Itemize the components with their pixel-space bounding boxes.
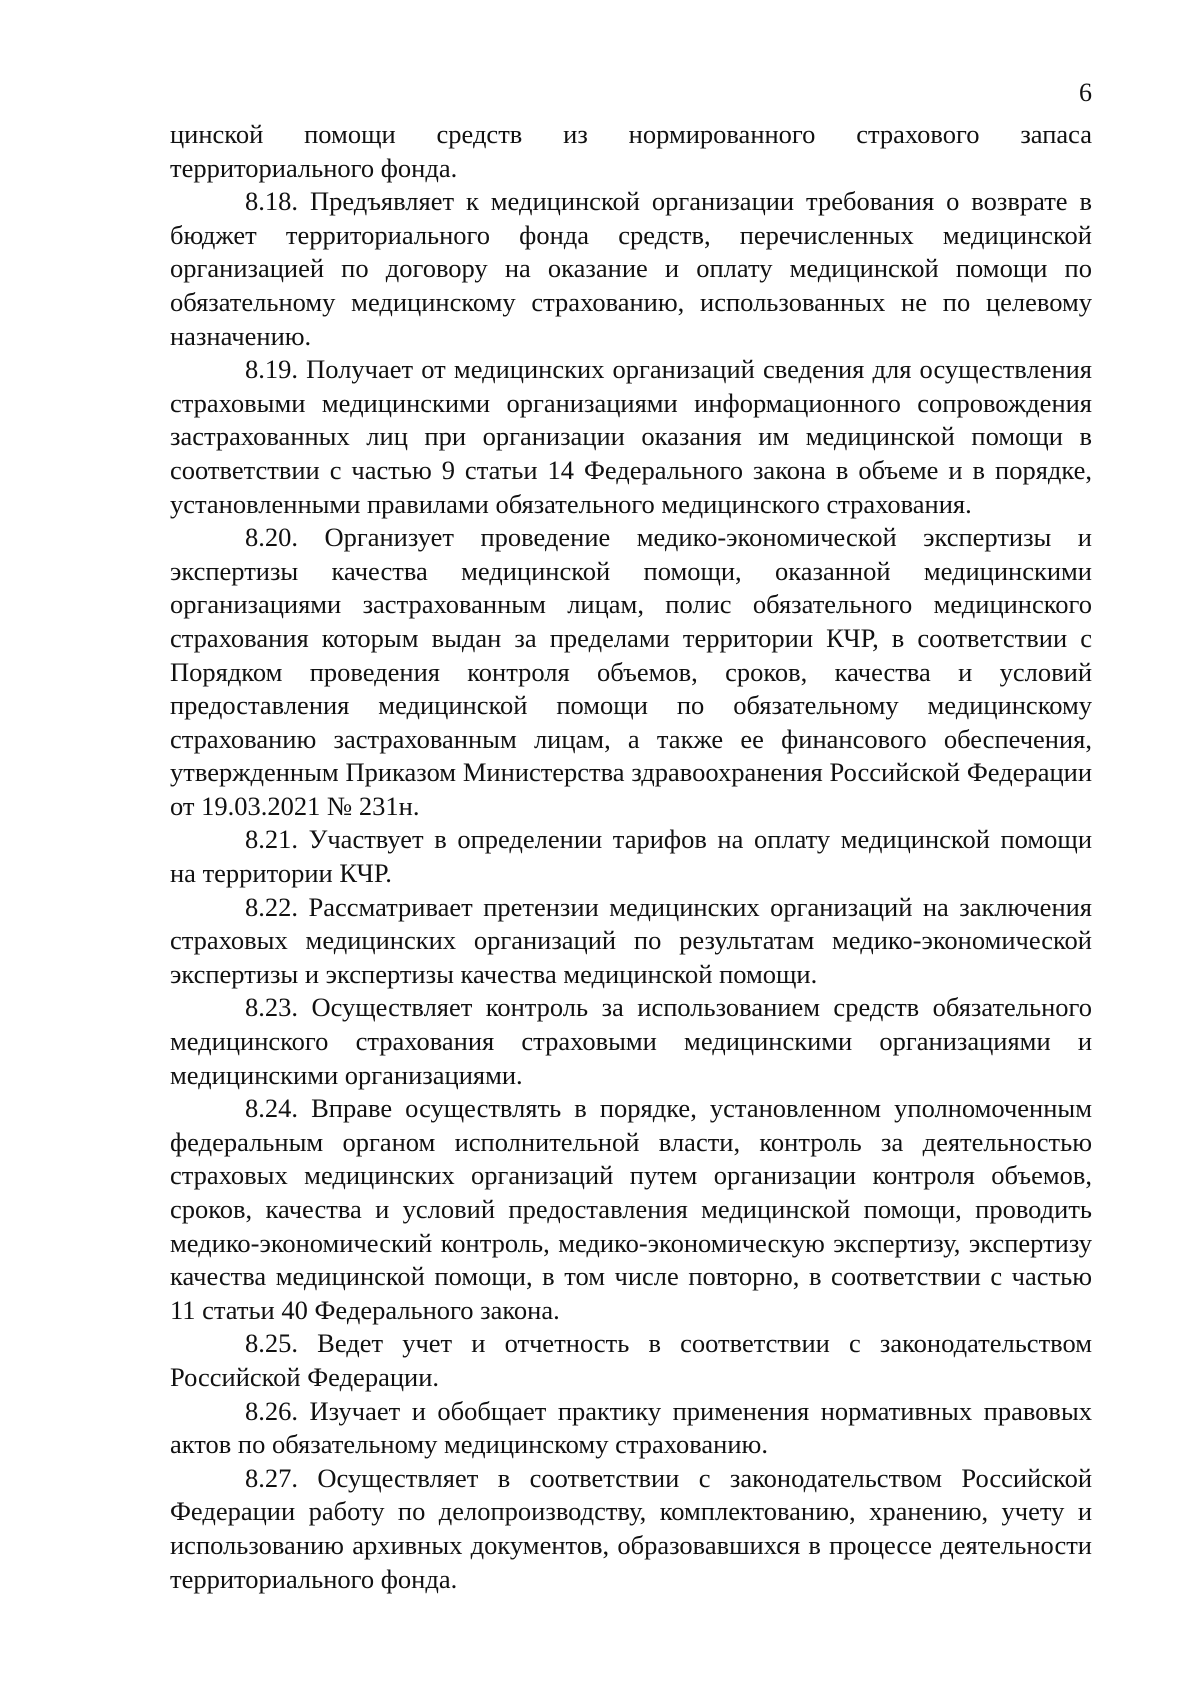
paragraph-8-21: 8.21. Участвует в определении тарифов на оплату медицинской помощи на территории КЧР.: [170, 824, 1092, 889]
paragraph-8-19: 8.19. Получает от медицинских организаций сведения для осуществления страховыми медицинскими организациями информационного сопровождения застрахованных лиц при организации оказания им медицинской помощи в соответствии с частью 9 статьи 14 Федерального закона в объеме и в порядке, установленными правилами обязательного медицинского страхования.: [170, 354, 1092, 519]
document-body: [170, 118, 1092, 1596]
paragraph-8-18: 8.18. Предъявляет к медицинской организации требования о возврате в бюджет территориального фонда средств, перечисленных медицинской организацией по договору на оказание и оплату медицинской помощи по обязательному медицинскому страхованию, использованных не по целевому назначению.: [170, 186, 1092, 351]
paragraph-8-22: 8.22. Рассматривает претензии медицинских организаций на заключения страховых медицинских организаций по результатам медико-экономической экспертизы и экспертизы качества медицинской помощи.: [170, 891, 1092, 989]
page-number: 6: [1079, 78, 1092, 107]
paragraph-8-25: 8.25. Ведет учет и отчетность в соответствии с законодательством Российской Федерации.: [170, 1328, 1092, 1392]
paragraph-continuation: цинской помощи средств из нормированного страхового запаса территориального фонда.: [170, 119, 1092, 183]
paragraph-8-20: 8.20. Организует проведение медико-экономической экспертизы и экспертизы качества медицинской помощи, оказанной медицинскими организациями застрахованным лицам, полис обязательного медицинского страхования которым выдан за пределами территории КЧР, в соответствии с Порядком проведения контроля объемов, сроков, качества и условий предоставления медицинской помощи по обязательному медицинскому страхованию застрахованным лицам, а также ее финансового обеспечения, утвержденным Приказом Министерства здравоохранения Российской Федерации от 19.03.2021 № 231н.: [170, 522, 1092, 821]
paragraph-8-27: 8.27. Осуществляет в соответствии с законодательством Российской Федерации работу по делопроизводству, комплектованию, хранению, учету и использованию архивных документов, образовавшихся в процессе деятельности территориального фонда.: [170, 1462, 1092, 1594]
paragraph-8-23: 8.23. Осуществляет контроль за использованием средств обязательного медицинского страхования страховыми медицинскими организациями и медицинскими организациями.: [170, 992, 1092, 1090]
paragraph-8-26: 8.26. Изучает и обобщает практику применения нормативных правовых актов по обязательному медицинскому страхованию.: [170, 1395, 1092, 1460]
paragraph-8-24: 8.24. Вправе осуществлять в порядке, установленном уполномоченным федеральным органом исполнительной власти, контроль за деятельностью страховых медицинских организаций путем организации контроля объемов, сроков, качества и условий предоставления медицинской помощи, проводить медико-экономический контроль, медико-экономическую экспертизу, экспертизу качества медицинской помощи, в том числе повторно, в соответствии с частью 11 статьи 40 Федерального закона.: [170, 1093, 1092, 1325]
